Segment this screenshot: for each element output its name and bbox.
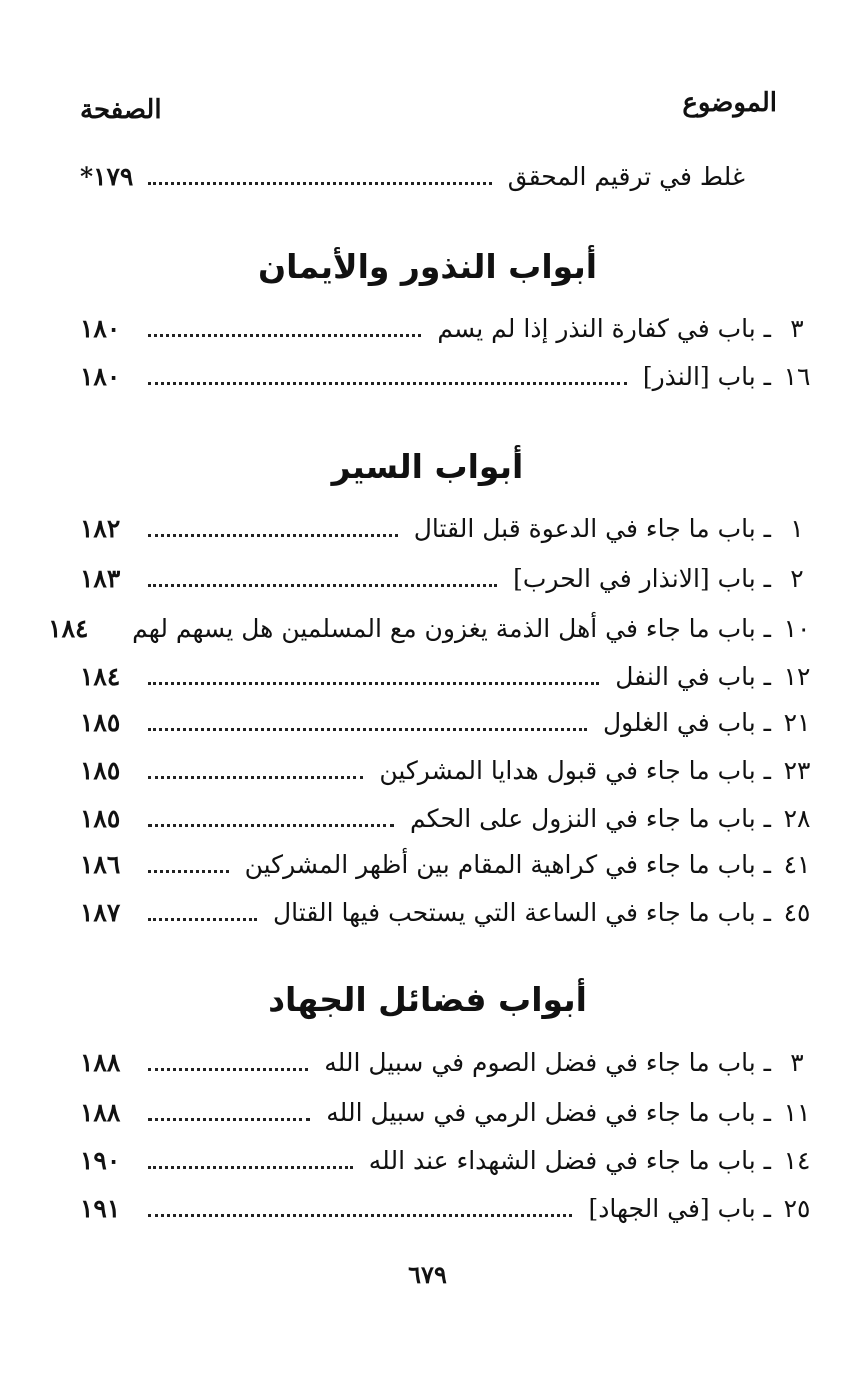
entry-title: ـ باب ما جاء في فضل الرمي في سبيل الله — [326, 1097, 771, 1127]
section-heading-jihad-virtues: أبواب فضائل الجهاد — [268, 980, 587, 1019]
entry-number: ٣ — [790, 1047, 804, 1077]
entry-title: ـ باب ما جاء في الدعوة قبل القتال — [413, 513, 771, 543]
toc-entry — [80, 356, 823, 396]
entry-number: ١٢ — [783, 661, 811, 691]
entry-number: ٢ — [790, 563, 804, 593]
leader-dots — [148, 180, 492, 185]
entry-title: ـ باب [النذر] — [642, 361, 771, 391]
entry-title: ـ باب ما جاء في فضل الشهداء عند الله — [368, 1145, 771, 1175]
section-heading-siyar: أبواب السير — [331, 447, 524, 486]
entry-number: ١٤ — [783, 1145, 811, 1175]
entry-title: غلط في ترقيم المحقق — [507, 161, 745, 191]
entry-page: ١٩٠ — [80, 1145, 121, 1175]
entry-page: ١٨٦ — [80, 849, 121, 879]
toc-entry — [80, 1140, 823, 1180]
entry-page: ١٨٥ — [80, 755, 121, 785]
toc-entry — [80, 798, 823, 838]
entry-title: ـ باب [الانذار في الحرب] — [513, 563, 771, 593]
entry-number: ١١ — [783, 1097, 811, 1127]
entry-page: ١٨٢ — [80, 513, 121, 543]
entry-page: ١٨٨ — [80, 1047, 121, 1077]
entry-page: ١٨٠ — [80, 361, 121, 391]
entry-number: ٤٥ — [783, 897, 811, 927]
leader-dots — [148, 868, 229, 873]
leader-dots — [148, 332, 421, 337]
toc-entry — [80, 656, 823, 696]
toc-entry — [80, 558, 823, 598]
entry-number: ٢١ — [783, 707, 811, 737]
leader-dots — [148, 1116, 310, 1121]
toc-entry — [48, 608, 823, 648]
toc-entry-intro — [80, 156, 745, 196]
leader-dots — [148, 532, 398, 537]
section-heading-vows: أبواب النذور والأيمان — [257, 247, 598, 286]
entry-title: ـ باب ما جاء في الساعة التي يستحب فيها القتال — [273, 897, 771, 927]
entry-number: ١ — [790, 513, 804, 543]
entry-page: ١٨٨ — [80, 1097, 121, 1127]
entry-page: ١٨٥ — [80, 803, 121, 833]
toc-entry — [80, 1188, 823, 1228]
entry-page: ١٨٤ — [48, 613, 89, 643]
toc-entry — [80, 844, 823, 884]
leader-dots — [148, 1212, 572, 1217]
page-column-header: الصفحة — [80, 95, 162, 125]
entry-title: ـ باب ما جاء في قبول هدايا المشركين — [379, 755, 771, 785]
topic-column-header: الموضوع — [682, 88, 777, 118]
entry-page: ١٨٥ — [80, 707, 121, 737]
toc-entry — [80, 308, 823, 348]
entry-title: ـ باب [في الجهاد] — [588, 1193, 771, 1223]
leader-dots — [148, 822, 394, 827]
entry-page: ١٨٠ — [80, 313, 121, 343]
leader-dots — [148, 726, 587, 731]
entry-page: ١٨٣ — [80, 563, 121, 593]
leader-dots — [148, 582, 497, 587]
entry-page: ١٩١ — [80, 1193, 121, 1223]
leader-dots — [148, 916, 257, 921]
entry-title: ـ باب في كفارة النذر إذا لم يسم — [437, 313, 771, 343]
entry-title: ـ باب في النفل — [615, 661, 771, 691]
toc-entry — [80, 508, 823, 548]
entry-title: ـ باب ما جاء في فضل الصوم في سبيل الله — [324, 1047, 771, 1077]
entry-page: ١٨٤ — [80, 661, 121, 691]
toc-entry — [80, 892, 823, 932]
entry-page: ١٧٩* — [80, 161, 134, 191]
entry-number: ٢٨ — [783, 803, 811, 833]
entry-number: ١٠ — [783, 613, 811, 643]
entry-number: ٤١ — [783, 849, 811, 879]
toc-entry — [80, 750, 823, 790]
entry-number: ٢٣ — [783, 755, 811, 785]
toc-entry — [80, 1092, 823, 1132]
entry-page: ١٨٧ — [80, 897, 121, 927]
leader-dots — [148, 774, 363, 779]
entry-number: ٣ — [790, 313, 804, 343]
entry-title: ـ باب ما جاء في أهل الذمة يغزون مع المسلمين هل يسهم لهم — [132, 613, 771, 643]
entry-title: ـ باب ما جاء في كراهية المقام بين أظهر المشركين — [244, 849, 771, 879]
page-number: ٦٧٩ — [408, 1260, 447, 1289]
toc-entry — [80, 1042, 823, 1082]
toc-entry — [80, 702, 823, 742]
entry-number: ١٦ — [783, 361, 811, 391]
leader-dots — [148, 1164, 353, 1169]
leader-dots — [148, 1066, 308, 1071]
entry-title: ـ باب ما جاء في النزول على الحكم — [410, 803, 771, 833]
leader-dots — [148, 680, 599, 685]
leader-dots — [148, 380, 627, 385]
entry-title: ـ باب في الغلول — [602, 707, 771, 737]
entry-number: ٢٥ — [783, 1193, 811, 1223]
